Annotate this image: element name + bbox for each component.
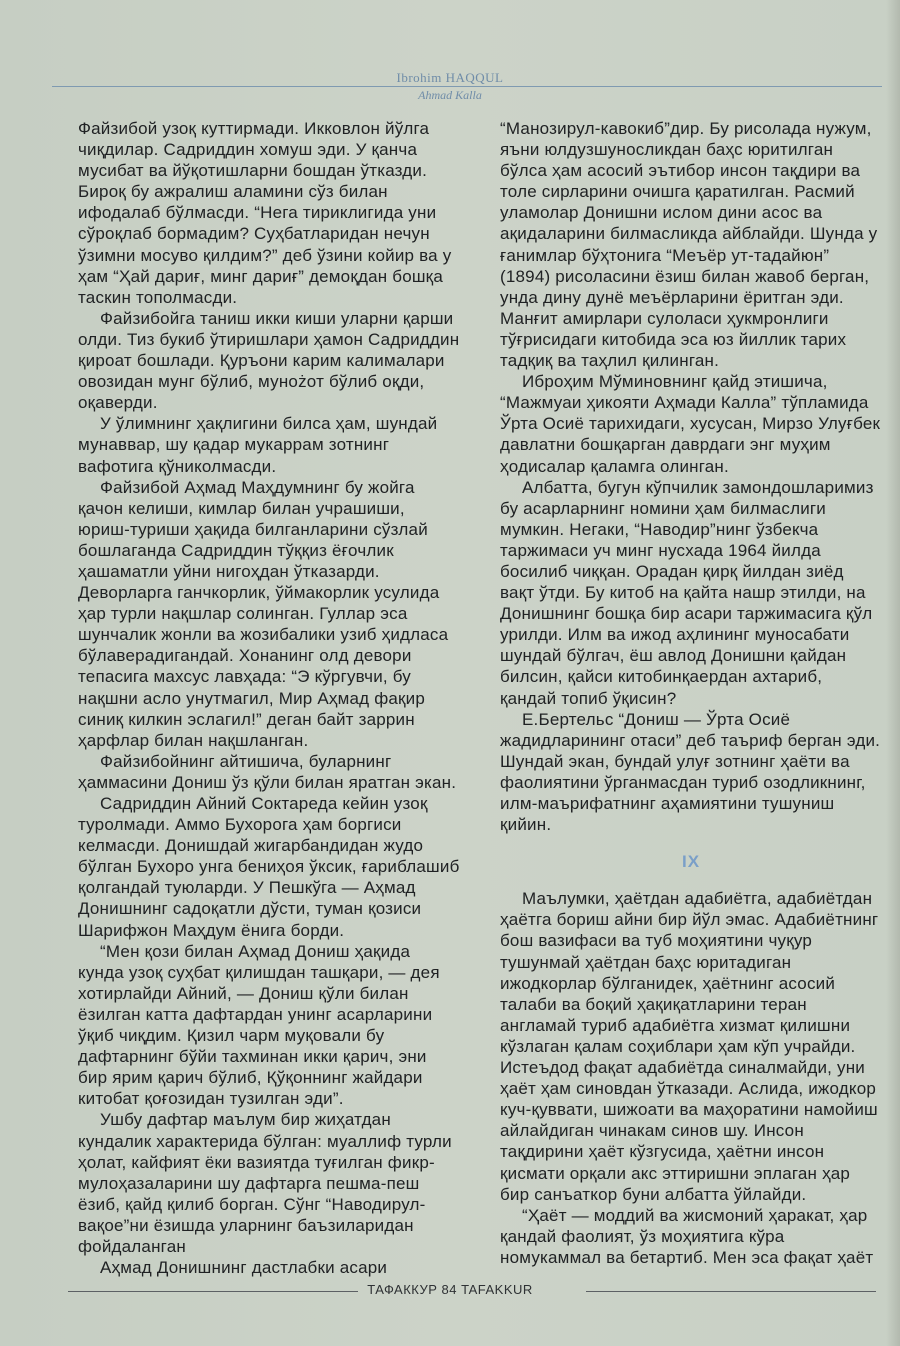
paragraph: “Ҳаёт — моддий ва жисмоний ҳаракат, ҳар қандай фаолият, ўз моҳиятига кўра номукаммал ва бетартиб. Мен эса фақат ҳаёт	[500, 1205, 874, 1267]
paragraph: Е.Бертельс “Дониш — Ўрта Осиё жадидларининг отаси” деб таъриф берган эди. Шундай экан, бундай улуғ зотнинг ҳаёти ва фаолиятини ўрганмасдан туриб озодликнинг, илм-маърифатнинг аҳамиятини тушуниш қийин.	[500, 709, 881, 835]
paragraph: “Мен қози билан Аҳмад Дониш ҳақида кунда узоқ суҳбат қилишдан ташқари, — дея хотирлайди Айний, — Дониш қўли билан ёзилган катта дафтардан унинг асарларини ўқиб чиқдим. Қизил чарм муқовали бу дафтарнинг бўйи тахминан икки қарич, эни бир ярим қарич бўлиб, Қўқоннинг жайдари китобат қоғозидан тузилган эди”.	[78, 941, 440, 1109]
footer-rule-right	[586, 1291, 876, 1292]
paragraph: Файзибойнинг айтишича, буларнинг ҳаммасини Дониш ўз қўли билан яратган экан.	[78, 751, 457, 792]
section-number: IX	[681, 852, 701, 872]
header-rule	[52, 86, 882, 87]
page-edge-shadow	[886, 0, 900, 1346]
paragraph: Файзибой Аҳмад Маҳдумнинг бу жойга қачон келиши, кимлар билан учрашиши, юриш-туриши ҳақида билганларини сўзлай бошлаганда Садриддин тўққиз ёғочлик ҳашаматли уйни нигоҳдан ўтказарди. Деворларга ганчкорлик, ўймакорлик усулида ҳар турли нақшлар солинган. Гуллар эса шунчалик жонли ва жозибалики узиб ҳидласа бўлаверадигандай. Хонанинг олд девори тепасига махсус лавҳада: “Э кўргувчи, бу нақшни асло унутмагил, Мир Аҳмад фақир синиқ килкин эслагил!” деган байт заррин ҳарфлар билан нақшланган.	[78, 477, 449, 750]
page-footer	[0, 1282, 900, 1302]
right-column	[500, 118, 882, 1268]
paragraph: Иброҳим Мўминовнинг қайд этишича, “Мажмуаи ҳикояти Аҳмади Калла” тўпламида Ўрта Осиё тарихидаги, хусусан, Мирзо Улуғбек давлатни бошқарган даврдаги энг муҳим ҳодисалар қаламга олинган.	[500, 372, 881, 476]
paragraph: Албатта, бугун кўпчилик замондошларимиз бу асарларнинг номини ҳам билмаслиги мумкин. Негаки, “Наводир”нинг ўзбекча таржимаси уч минг нусхада 1964 йилда босилиб чиққан. Орадан қирқ йилдан зиёд вақт ўтди. Бу китоб на қайта нашр этилди, на Донишнинг бошқа бир асари таржимасига қўл урилди. Илм ва ижод аҳлининг муносабати шундай бўлгач, ёш авлод Донишни қайдан билсин, қайси китобинқаердан ахтариб, қандай топиб ўқисин?	[500, 477, 874, 708]
paragraph: Ушбу дафтар маълум бир жиҳатдан кундалик характерида бўлган: муаллиф турли ҳолат, кайфият ёки вазиятда туғилган фикр-мулоҳазаларини шу дафтарга пешма-пеш ёзиб, қайд қилиб борган. Сўнг “Наводирул-вақое”ни ёзишда уларнинг баъзиларидан фойдаланган	[78, 1110, 452, 1256]
running-header-author: Ibrohim HAQQUL	[396, 70, 504, 85]
paragraph: Маълумки, ҳаётдан адабиётга, адабиётдан ҳаётга бориш айни бир йўл эмас. Адабиётнинг бош вазифаси ва туб моҳиятини чуқур тушунмай ҳаётдан баҳс юритадиган ижодкорлар бўлганидек, ҳаётнинг асосий талаби ва боқий ҳақиқатларини теран англамай туриб адабиётга хизмат қилишни кўзлаган қалам соҳиблари ҳам кўп учрайди. Истеъдод фақат адабиётда синалмайди, уни ҳаёт ҳам синовдан ўтказади. Аслида, ижодкор куч-қуввати, шижоати ва маҳоратини намойиш айлайдиган чинакам синов шу. Инсон тақдирини ҳаёт кўзгусида, ҳаётни инсон қисмати орқали акс эттиришни эплаган ҳар бир санъаткор буни албатта ўйлайди.	[500, 889, 879, 1204]
paragraph: Садриддин Айний Соктареда кейин узоқ туролмади. Аммо Бухорога ҳам боргиси келмасди. Донишдай жигарбандидан жудо бўлган Бухоро унга бениҳоя ўксик, ғариблашиб қолгандай туюларди. У Пешкўга — Аҳмад Донишнинг садоқатли дўсти, туман қозиси Шарифжон Маҳдум ёнига борди.	[78, 794, 460, 940]
footer-text: ТАФАККУР 84 TAFAKKUR	[367, 1282, 533, 1297]
paragraph: Файзибой узоқ куттирмади. Икковлон йўлга чиқдилар. Садриддин хомуш эди. У қанча мусибат ва йўқотишларни бошдан ўтказди. Бироқ бу ажралиш аламини сўз билан ифодалаб бўлмасди. “Нега тириклигида уни сўроқлаб бормадим? Суҳбатларидан нечун ўзимни мосуво қилдим?” деб ўзини койир ва у ҳам “Ҳай дариғ, минг дариғ” демоқдан бошқа таскин тополмасди.	[78, 119, 452, 307]
paragraph: Файзибойга таниш икки киши уларни қарши олди. Тиз букиб ўтиришлари ҳамон Садриддин қироат бошлади. Қуръони карим калималари овозидан мунг бўлиб, мунożот бўлиб оқди, оқаверди.	[78, 308, 460, 413]
running-header-title: Ahmad Kalla	[418, 88, 482, 102]
paragraph: У ўлимнинг ҳақлигини билса ҳам, шундай мунаввар, шу қадар мукаррам зотнинг вафотига қўниколмасди.	[78, 414, 438, 476]
paragraph: “Манозирул-кавокиб”дир. Бу рисолада нужум, яъни юлдузшуносликдан баҳс юритилган бўлса ҳам асосий эътибор инсон тақдири ва толе сирларини очишга қаратилган. Расмий уламолар Донишни ислом дини асос ва ақидаларини билмасликда айблайди. Шунда у ғанимлар бўҳтонига “Меъёр ут-тадайюн” (1894) рисоласини ёзиш билан жавоб берган, унда дину дунё меъёрларини ёритган эди. Манғит амирлари сулоласи ҳукмронлиги тўғрисидаги китобида эса юз йиллик тарих тадқиқ ва таҳлил қилинган.	[500, 119, 878, 371]
paragraph: Аҳмад Донишнинг дастлабки асари	[100, 1258, 388, 1278]
left-column	[78, 118, 460, 1278]
